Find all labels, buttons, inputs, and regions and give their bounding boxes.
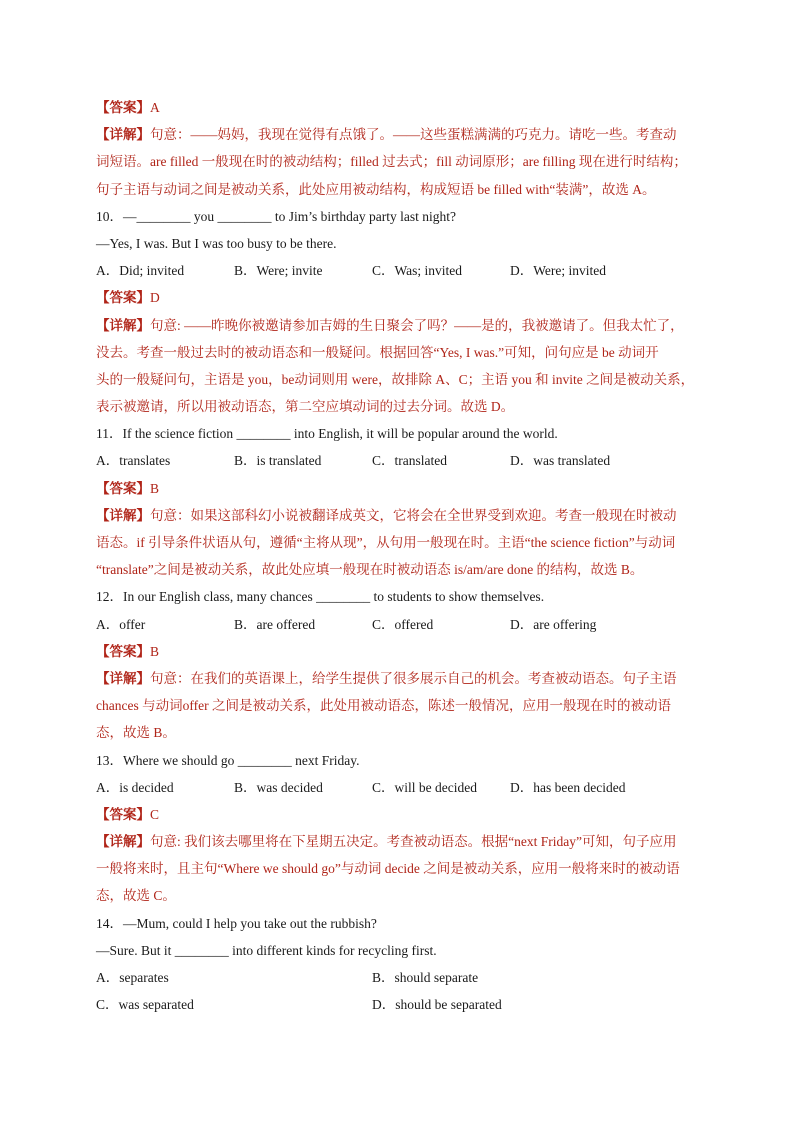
option-item: C．was separated: [96, 997, 194, 1013]
options-row: [96, 774, 700, 801]
answer-label: 【答案】: [96, 806, 150, 822]
question-text: 14．—Mum, could I help you take out the rubbish?: [96, 915, 377, 931]
option-item: A．translates: [96, 453, 171, 469]
answer-label: 【答案】: [96, 290, 150, 306]
detail-line: [96, 148, 700, 175]
answer-value: B: [150, 480, 160, 496]
question-text: —Yes, I was. But I was too busy to be there.: [96, 235, 337, 251]
detail-text: 表示被邀请，所以用被动语态，第二空应填动词的过去分词。故选 D。: [96, 399, 515, 415]
answer-line: [96, 94, 700, 121]
detail-line: [96, 502, 700, 529]
answer-label: 【答案】: [96, 100, 150, 115]
option-item: A．is decided: [96, 779, 174, 795]
answer-line: [96, 638, 700, 665]
option-item: A．Did; invited: [96, 263, 185, 279]
detail-line: [96, 529, 700, 556]
option-item: C．translated: [372, 453, 447, 469]
detail-line: [96, 882, 700, 909]
question-text: 11．If the science fiction ________ into English, it will be popular around the world.: [96, 426, 558, 442]
detail-line: [96, 312, 700, 339]
options-row: [96, 611, 700, 638]
detail-text: 一般将来时，且主句“Where we should go”与动词 decide 之间是被动关系，应用一般将来时的被动语: [96, 861, 680, 877]
detail-text: 句意: ——昨晚你被邀请参加吉姆的生日聚会了吗？——是的，我被邀请了。但我太忙了，: [150, 317, 684, 333]
option-item: B．is translated: [234, 453, 322, 469]
option-item: C．offered: [372, 616, 434, 632]
detail-text: 词短语。are filled 一般现在时的被动结构；filled 过去式；fill 动词原形；are filling 现在进行时结构；: [96, 154, 687, 170]
question-text: 10．—________ you ________ to Jim’s birthday party last night?: [96, 208, 456, 224]
option-item: B．are offered: [234, 616, 316, 632]
detail-line: [96, 366, 700, 393]
option-item: B．was decided: [234, 779, 323, 795]
option-item: A．offer: [96, 616, 146, 632]
answer-label: 【答案】: [96, 643, 150, 659]
detail-text: 态，故选 C。: [96, 888, 176, 904]
detail-label: 【详解】: [96, 670, 150, 686]
answer-value: D: [150, 290, 160, 306]
document-content: [96, 94, 700, 1018]
detail-line: [96, 556, 700, 583]
detail-text: “translate”之间是被动关系，故此处应填一般现在时被动语态 is/am/are done 的结构，故选 B。: [96, 562, 644, 578]
detail-text: 没去。考查一般过去时的被动语态和一般疑问。根据回答“Yes, I was.”可知，问句应是 be 动词开: [96, 344, 659, 360]
question-text: 13．Where we should go ________ next Friday.: [96, 752, 360, 768]
detail-line: [96, 692, 700, 719]
detail-line: [96, 855, 700, 882]
detail-text: chances 与动词offer 之间是被动关系，此处用被动语态，陈述一般情况，应用一般现在时的被动语: [96, 698, 671, 714]
question-text: —Sure. But it ________ into different kinds for recycling first.: [96, 942, 437, 958]
detail-label: 【详解】: [96, 834, 150, 850]
detail-text: 句意: 我们该去哪里将在下星期五决定。考查被动语态。根据“next Friday”可知，句子应用: [150, 834, 677, 850]
option-item: C．will be decided: [372, 779, 477, 795]
detail-text: 句意：如果这部科幻小说被翻译成英文，它将会在全世界受到欢迎。考查一般现在时被动: [150, 507, 677, 523]
answer-label: 【答案】: [96, 480, 150, 496]
detail-text: 句意：——妈妈，我现在觉得有点饿了。——这些蛋糕满满的巧克力。请吃一些。考查动: [150, 127, 677, 143]
detail-text: 态，故选 B。: [96, 725, 176, 741]
question-text: 12．In our English class, many chances ________ to students to show themselves.: [96, 589, 545, 605]
option-item: D．are offering: [510, 616, 597, 632]
options-row: [96, 447, 700, 474]
option-item: D．should be separated: [372, 997, 502, 1013]
detail-label: 【详解】: [96, 127, 150, 143]
options-row: [96, 257, 700, 284]
option-item: B．should separate: [372, 970, 479, 985]
option-item: C．Was; invited: [372, 263, 463, 279]
detail-label: 【详解】: [96, 507, 150, 523]
option-item: A．separates: [96, 970, 169, 985]
detail-line: [96, 121, 700, 148]
answer-line: [96, 801, 700, 828]
option-item: B．Were; invite: [234, 263, 323, 279]
option-item: D．was translated: [510, 453, 611, 469]
answer-value: B: [150, 643, 160, 659]
detail-line: [96, 176, 700, 203]
answer-value: C: [150, 806, 160, 822]
detail-text: 语态。if 引导条件状语从句，遵循“主将从现”，从句用一般现在时。主语“the science fiction”与动词: [96, 535, 676, 550]
detail-line: [96, 339, 700, 366]
options-row: [96, 964, 700, 991]
detail-line: [96, 719, 700, 746]
detail-label: 【详解】: [96, 317, 150, 333]
option-item: D．has been decided: [510, 779, 626, 795]
options-row: [96, 991, 700, 1018]
answer-line: [96, 284, 700, 311]
detail-line: [96, 393, 700, 420]
answer-line: [96, 475, 700, 502]
detail-line: [96, 665, 700, 692]
detail-text: 句意：在我们的英语课上，给学生提供了很多展示自己的机会。考查被动语态。句子主语: [150, 670, 677, 686]
detail-text: 句子主语与动词之间是被动关系，此处应用被动结构，构成短语 be filled with“装满”，故选 A。: [96, 181, 656, 197]
detail-text: 头的一般疑问句，主语是 you，be动词则用 were，故排除 A、C；主语 you 和 invite 之间是被动关系，: [96, 371, 695, 387]
answer-value: A: [150, 100, 160, 115]
detail-line: [96, 828, 700, 855]
option-item: D．Were; invited: [510, 263, 607, 279]
